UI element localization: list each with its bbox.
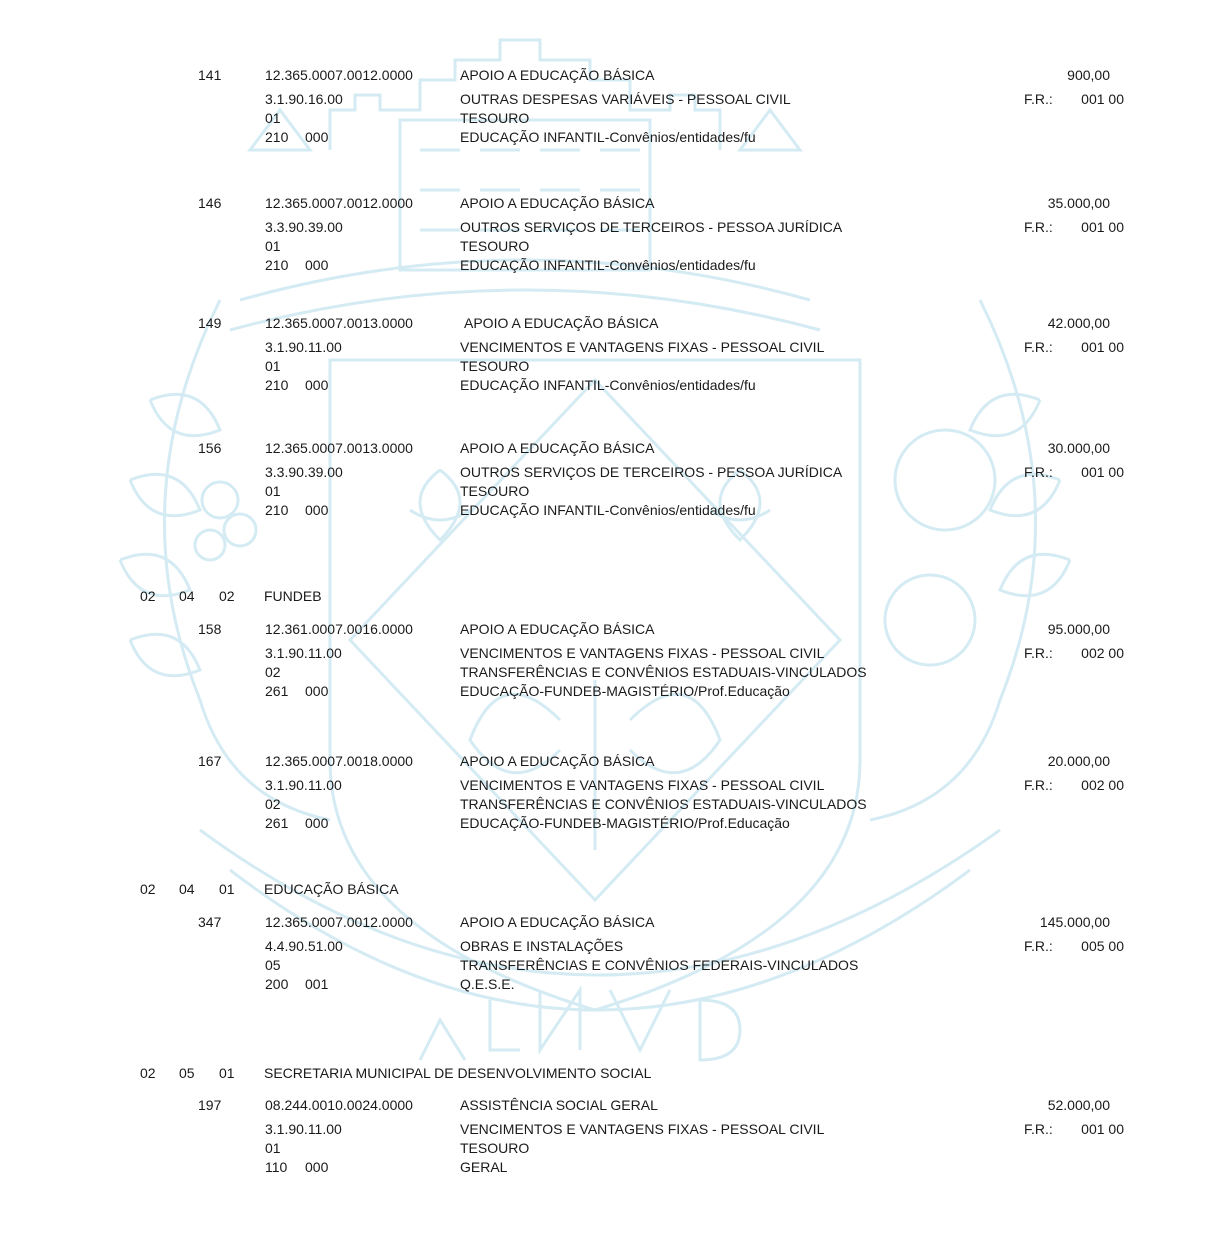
amount: 42.000,00 xyxy=(1047,315,1110,331)
element-description: OUTROS SERVIÇOS DE TERCEIROS - PESSOA JURÍDICA xyxy=(460,219,843,235)
element-description: OBRAS E INSTALAÇÕES xyxy=(460,938,624,954)
element-description: OUTROS SERVIÇOS DE TERCEIROS - PESSOA JURÍDICA xyxy=(460,464,843,480)
unit-code-sub: 01 xyxy=(219,1065,235,1081)
unit-code-sub: 02 xyxy=(219,588,235,604)
program-code: 12.365.0007.0013.0000 xyxy=(265,440,413,456)
unit-code-sub: 01 xyxy=(219,881,235,897)
fr-label: F.R.: xyxy=(1024,464,1053,480)
program-code: 08.244.0010.0024.0000 xyxy=(265,1097,413,1113)
source-description: TESOURO xyxy=(460,110,530,126)
program-description: APOIO A EDUCAÇÃO BÁSICA xyxy=(464,315,659,331)
element-code: 4.4.90.51.00 xyxy=(265,938,343,954)
source-description: TESOURO xyxy=(460,483,530,499)
application-subcode: 000 xyxy=(305,683,329,699)
block-number: 197 xyxy=(198,1097,222,1113)
amount: 35.000,00 xyxy=(1047,195,1110,211)
application-description: EDUCAÇÃO-FUNDEB-MAGISTÉRIO/Prof.Educação xyxy=(460,815,790,831)
block-number: 156 xyxy=(198,440,222,456)
source-description: TRANSFERÊNCIAS E CONVÊNIOS FEDERAIS-VINCULADOS xyxy=(460,957,859,973)
program-code: 12.365.0007.0012.0000 xyxy=(265,195,413,211)
application-subcode: 000 xyxy=(305,815,329,831)
application-description: GERAL xyxy=(460,1159,508,1175)
unit-code-organ: 02 xyxy=(140,588,156,604)
fr-code: 001 00 xyxy=(1081,91,1124,107)
element-code: 3.1.90.11.00 xyxy=(265,339,342,355)
program-description: APOIO A EDUCAÇÃO BÁSICA xyxy=(460,753,655,769)
application-description: Q.E.S.E. xyxy=(460,976,515,992)
block-number: 158 xyxy=(198,621,222,637)
fr-code: 001 00 xyxy=(1081,339,1124,355)
fr-label: F.R.: xyxy=(1024,777,1053,793)
application-subcode: 000 xyxy=(305,257,329,273)
program-description: APOIO A EDUCAÇÃO BÁSICA xyxy=(460,621,655,637)
program-description: APOIO A EDUCAÇÃO BÁSICA xyxy=(460,914,655,930)
unit-code-organ: 02 xyxy=(140,881,156,897)
application-description: EDUCAÇÃO-FUNDEB-MAGISTÉRIO/Prof.Educação xyxy=(460,683,790,699)
application-code: 210 xyxy=(265,129,289,145)
source-description: TRANSFERÊNCIAS E CONVÊNIOS ESTADUAIS-VINCULADOS xyxy=(460,796,867,812)
application-subcode: 000 xyxy=(305,502,329,518)
program-description: ASSISTÊNCIA SOCIAL GERAL xyxy=(460,1097,658,1113)
source-description: TESOURO xyxy=(460,358,530,374)
application-subcode: 001 xyxy=(305,976,329,992)
element-description: VENCIMENTOS E VANTAGENS FIXAS - PESSOAL CIVIL xyxy=(460,1121,825,1137)
block-number: 167 xyxy=(198,753,222,769)
amount: 52.000,00 xyxy=(1047,1097,1110,1113)
source-description: TESOURO xyxy=(460,1140,530,1156)
element-code: 3.1.90.11.00 xyxy=(265,1121,342,1137)
application-subcode: 000 xyxy=(305,1159,329,1175)
element-code: 3.3.90.39.00 xyxy=(265,464,343,480)
fr-label: F.R.: xyxy=(1024,339,1053,355)
element-code: 3.1.90.11.00 xyxy=(265,777,342,793)
source-description: TRANSFERÊNCIAS E CONVÊNIOS ESTADUAIS-VINCULADOS xyxy=(460,664,867,680)
fr-code: 001 00 xyxy=(1081,1121,1124,1137)
amount: 145.000,00 xyxy=(1039,914,1110,930)
unit-code-unit: 04 xyxy=(179,588,195,604)
source-code: 02 xyxy=(265,796,281,812)
fr-code: 005 00 xyxy=(1081,938,1124,954)
application-description: EDUCAÇÃO INFANTIL-Convênios/entidades/fu xyxy=(460,502,756,518)
element-description: VENCIMENTOS E VANTAGENS FIXAS - PESSOAL CIVIL xyxy=(460,645,825,661)
application-description: EDUCAÇÃO INFANTIL-Convênios/entidades/fu xyxy=(460,257,756,273)
application-code: 210 xyxy=(265,377,289,393)
source-description: TESOURO xyxy=(460,238,530,254)
source-code: 02 xyxy=(265,664,281,680)
application-subcode: 000 xyxy=(305,377,329,393)
block-number: 149 xyxy=(198,315,222,331)
amount: 900,00 xyxy=(1067,67,1110,83)
amount: 20.000,00 xyxy=(1047,753,1110,769)
unit-name: FUNDEB xyxy=(264,588,322,604)
element-code: 3.3.90.39.00 xyxy=(265,219,343,235)
unit-code-organ: 02 xyxy=(140,1065,156,1081)
program-code: 12.365.0007.0018.0000 xyxy=(265,753,413,769)
application-code: 200 xyxy=(265,976,289,992)
program-code: 12.365.0007.0013.0000 xyxy=(265,315,413,331)
application-description: EDUCAÇÃO INFANTIL-Convênios/entidades/fu xyxy=(460,377,756,393)
fr-label: F.R.: xyxy=(1024,219,1053,235)
source-code: 01 xyxy=(265,358,281,374)
program-code: 12.365.0007.0012.0000 xyxy=(265,914,413,930)
fr-code: 001 00 xyxy=(1081,219,1124,235)
source-code: 01 xyxy=(265,483,281,499)
source-code: 01 xyxy=(265,238,281,254)
source-code: 05 xyxy=(265,957,281,973)
program-description: APOIO A EDUCAÇÃO BÁSICA xyxy=(460,440,655,456)
application-code: 210 xyxy=(265,257,289,273)
source-code: 01 xyxy=(265,1140,281,1156)
element-description: OUTRAS DESPESAS VARIÁVEIS - PESSOAL CIVIL xyxy=(460,91,791,107)
program-description: APOIO A EDUCAÇÃO BÁSICA xyxy=(460,195,655,211)
application-code: 261 xyxy=(265,683,289,699)
element-description: VENCIMENTOS E VANTAGENS FIXAS - PESSOAL CIVIL xyxy=(460,339,825,355)
program-code: 12.361.0007.0016.0000 xyxy=(265,621,413,637)
fr-code: 001 00 xyxy=(1081,464,1124,480)
unit-name: SECRETARIA MUNICIPAL DE DESENVOLVIMENTO SOCIAL xyxy=(264,1065,652,1081)
block-number: 141 xyxy=(198,67,222,83)
unit-code-unit: 04 xyxy=(179,881,195,897)
fr-code: 002 00 xyxy=(1081,645,1124,661)
fr-code: 002 00 xyxy=(1081,777,1124,793)
application-subcode: 000 xyxy=(305,129,329,145)
application-code: 261 xyxy=(265,815,289,831)
block-number: 146 xyxy=(198,195,222,211)
unit-code-unit: 05 xyxy=(179,1065,195,1081)
application-code: 210 xyxy=(265,502,289,518)
amount: 95.000,00 xyxy=(1047,621,1110,637)
block-number: 347 xyxy=(198,914,222,930)
fr-label: F.R.: xyxy=(1024,645,1053,661)
element-description: VENCIMENTOS E VANTAGENS FIXAS - PESSOAL CIVIL xyxy=(460,777,825,793)
amount: 30.000,00 xyxy=(1047,440,1110,456)
element-code: 3.1.90.11.00 xyxy=(265,645,342,661)
application-code: 110 xyxy=(265,1159,288,1175)
fr-label: F.R.: xyxy=(1024,938,1053,954)
source-code: 01 xyxy=(265,110,281,126)
application-description: EDUCAÇÃO INFANTIL-Convênios/entidades/fu xyxy=(460,129,756,145)
element-code: 3.1.90.16.00 xyxy=(265,91,343,107)
program-code: 12.365.0007.0012.0000 xyxy=(265,67,413,83)
fr-label: F.R.: xyxy=(1024,1121,1053,1137)
fr-label: F.R.: xyxy=(1024,91,1053,107)
program-description: APOIO A EDUCAÇÃO BÁSICA xyxy=(460,67,655,83)
unit-name: EDUCAÇÃO BÁSICA xyxy=(264,881,399,897)
